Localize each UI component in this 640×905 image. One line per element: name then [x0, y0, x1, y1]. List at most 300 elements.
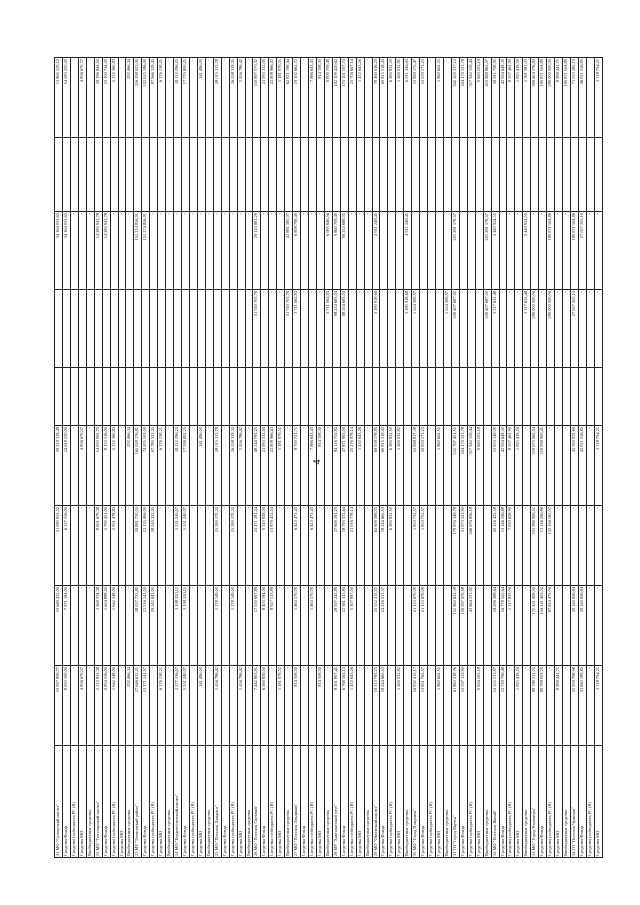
cell-col-2021: 5 700 451,00 — [102, 506, 110, 586]
cell-col-stage-c: - — [229, 212, 237, 290]
cell-col-blank-a — [261, 368, 269, 426]
cell-col-stage-b: 3 317 632,48 — [523, 290, 531, 368]
cell-col-stage-total: 74 205 103,00 — [142, 426, 150, 506]
cell-col-blank-a — [404, 368, 412, 426]
cell-col-stage-c: - — [78, 212, 86, 290]
table-row — [594, 58, 602, 858]
cell-col-blank-a — [364, 368, 372, 426]
cell-col-stage-total: 219 098 900,41 — [539, 426, 547, 506]
cell-col-stage-total: 67 780 323,45 — [150, 426, 158, 506]
cell-col-stage-total: - — [205, 426, 213, 506]
cell-col-stage-b: - — [515, 290, 523, 368]
cell-col-stage-b: 31 740 703,78 — [253, 290, 261, 368]
cell-col-blank-b — [443, 138, 451, 212]
cell-col-stage-total: 1 269 032,82 — [396, 426, 404, 506]
cell-col-stage-b: 3 711 062,93 — [293, 290, 301, 368]
cell-col-stage-b — [166, 290, 174, 368]
cell-col-stage-b: - — [261, 290, 269, 368]
cell-col-blank-a — [348, 368, 356, 426]
cell-col-stage-total: 84 116 755,82 — [332, 426, 340, 506]
cell-row-label: Средства МО — [277, 746, 285, 858]
cell-col-grand-total: - — [245, 58, 253, 138]
cell-col-blank-a — [436, 368, 444, 426]
cell-col-blank-a — [443, 368, 451, 426]
cell-col-stage-c: - — [126, 212, 134, 290]
cell-col-2021: - — [324, 506, 332, 586]
cell-col-blank-b — [102, 138, 110, 212]
cell-row-label: 26 МО "Поселок Светлый" — [253, 746, 261, 858]
cell-row-label: Внебюджетные средства — [126, 746, 134, 858]
cell-col-stage-b: 3 711 062,93 — [324, 290, 332, 368]
cell-col-2020: 21 133 670,09 — [412, 586, 420, 666]
cell-col-2019: - — [523, 666, 531, 746]
cell-col-2020: - — [523, 586, 531, 666]
table-row — [261, 58, 269, 858]
cell-col-blank-b — [570, 138, 578, 212]
cell-col-grand-total: - — [70, 58, 78, 138]
cell-col-grand-total: 316 298 023,00 — [134, 58, 142, 138]
table-row — [380, 58, 388, 858]
cell-col-stage-c: - — [475, 212, 483, 290]
cell-col-blank-b — [467, 138, 475, 212]
cell-row-label: 22 МО "Тюгесирский наслег" — [94, 746, 102, 858]
table-row — [86, 58, 94, 858]
cell-col-blank-b — [324, 138, 332, 212]
cell-col-blank-b — [182, 138, 190, 212]
cell-col-2019: 1 642 548,00 — [110, 666, 118, 746]
cell-col-stage-c: - — [269, 212, 277, 290]
cell-col-2020: - — [126, 586, 134, 666]
cell-col-blank-a — [467, 368, 475, 426]
cell-col-blank-b — [539, 138, 547, 212]
cell-col-blank-a — [229, 368, 237, 426]
table-row — [55, 58, 63, 858]
cell-col-stage-b — [70, 290, 78, 368]
cell-col-2021: 6 423 471,43 — [293, 506, 301, 586]
cell-col-stage-b: 280 000 000,00 — [547, 290, 555, 368]
cell-col-stage-total: 24 618 230,00 — [62, 426, 70, 506]
cell-col-blank-a — [237, 368, 245, 426]
cell-col-2021: - — [396, 506, 404, 586]
cell-col-2019: 8 201 807,41 — [332, 666, 340, 746]
cell-row-label: Средства Фонда — [102, 746, 110, 858]
cell-col-2020: 3 108 320,11 — [174, 586, 182, 666]
cell-col-stage-total: 165 028 176,81 — [134, 426, 142, 506]
cell-col-stage-c: - — [110, 212, 118, 290]
cell-col-2021: 253 986 906,51 — [531, 506, 539, 586]
cell-col-2021: - — [316, 506, 324, 586]
cell-col-grand-total: 71 523 285,19 — [570, 58, 578, 138]
cell-col-blank-a — [539, 368, 547, 426]
cell-col-stage-b — [197, 290, 205, 368]
cell-col-grand-total: - — [301, 58, 309, 138]
cell-col-stage-c: - — [182, 212, 190, 290]
cell-col-grand-total: 60 815 518,43 — [380, 58, 388, 138]
cell-col-stage-total: - — [324, 426, 332, 506]
cell-col-2019: 3 118 794,21 — [594, 666, 602, 746]
table-row — [150, 58, 158, 858]
cell-col-stage-c: - — [531, 212, 539, 290]
cell-col-stage-total: - — [166, 426, 174, 506]
cell-col-blank-b — [555, 138, 563, 212]
cell-col-stage-c: 4 911 248,45 — [372, 212, 380, 290]
table-row — [205, 58, 213, 858]
cell-col-stage-c: - — [356, 212, 364, 290]
cell-col-blank-b — [563, 138, 571, 212]
cell-col-stage-b: - — [555, 290, 563, 368]
cell-col-2019: - — [285, 666, 293, 746]
cell-col-stage-total: 292 466,34 — [126, 426, 134, 506]
cell-col-blank-a — [293, 368, 301, 426]
cell-col-2019: 14 555 213,87 — [491, 666, 499, 746]
cell-col-2019: 61 863 218,76 — [451, 666, 459, 746]
cell-col-stage-total: 5 235 560,83 — [110, 426, 118, 506]
cell-col-blank-a — [126, 368, 134, 426]
cell-col-blank-a — [118, 368, 126, 426]
cell-col-stage-total: - — [86, 426, 94, 506]
cell-col-blank-a — [197, 368, 205, 426]
cell-col-2019: 18 244 665,53 — [380, 666, 388, 746]
cell-col-2020: 10 649 432,00 — [55, 586, 63, 666]
cell-col-2020: 1 278 149,00 — [229, 586, 237, 666]
cell-col-2019: 12 729 796,48 — [499, 666, 507, 746]
table-row — [340, 58, 348, 858]
cell-col-2020: 28 597 242,89 — [332, 586, 340, 666]
cell-col-stage-b: 3 180 918,68 — [372, 290, 380, 368]
cell-col-grand-total: 1 433 643,26 — [356, 58, 364, 138]
cell-col-grand-total: 7 886 643,43 — [309, 58, 317, 138]
cell-row-label: Средства Фонда — [261, 746, 269, 858]
cell-col-blank-a — [110, 368, 118, 426]
cell-col-stage-b: - — [586, 290, 594, 368]
table-row — [467, 58, 475, 858]
cell-col-grand-total: 29 196 844,50 — [94, 58, 102, 138]
cell-col-2021: 20 226 425,58 — [491, 506, 499, 586]
cell-col-2021: 27 609 291,20 — [332, 506, 340, 586]
cell-row-label: Внебюджетные средства — [285, 746, 293, 858]
cell-col-stage-total: 341 496,00 — [197, 426, 205, 506]
cell-row-label: 30 МО "Город Покровск" — [412, 746, 420, 858]
table-row — [539, 58, 547, 858]
cell-col-blank-b — [412, 138, 420, 212]
cell-col-stage-b: 27 027 305,10 — [570, 290, 578, 368]
cell-row-label: Средства госбюджета РС (Я) — [388, 746, 396, 858]
cell-col-blank-a — [205, 368, 213, 426]
cell-col-stage-total: 1 433 643,26 — [356, 426, 364, 506]
cell-col-2020: - — [197, 586, 205, 666]
cell-col-blank-a — [578, 368, 586, 426]
cell-col-2021: - — [523, 506, 531, 586]
cell-col-2019: - — [269, 666, 277, 746]
cell-row-label: Средства Фонда — [578, 746, 586, 858]
cell-col-stage-c: - — [301, 212, 309, 290]
cell-row-label: 23 МР "Томпонский район" — [134, 746, 142, 858]
cell-col-stage-total: 17 399 802,25 — [182, 426, 190, 506]
cell-col-grand-total: 175 101 107,74 — [340, 58, 348, 138]
cell-col-stage-c: 2 443 924,55 — [491, 212, 499, 290]
cell-col-blank-a — [189, 368, 197, 426]
cell-col-blank-a — [372, 368, 380, 426]
cell-col-stage-total: 531 707 451,55 — [451, 426, 459, 506]
table-row — [356, 58, 364, 858]
cell-col-blank-b — [364, 138, 372, 212]
cell-col-2019: 814 108,30 — [316, 666, 324, 746]
cell-col-stage-total: 8 537 461,90 — [507, 426, 515, 506]
cell-row-label: Внебюджетные средства — [523, 746, 531, 858]
cell-col-stage-total: - — [586, 426, 594, 506]
cell-col-blank-b — [70, 138, 78, 212]
cell-col-2019: 41 840 189,85 — [578, 666, 586, 746]
cell-col-stage-b: - — [356, 290, 364, 368]
cell-col-stage-c: - — [467, 212, 475, 290]
cell-col-stage-b: - — [348, 290, 356, 368]
cell-col-blank-a — [70, 368, 78, 426]
cell-col-2021: 13 146 296,88 — [539, 506, 547, 586]
cell-col-grand-total: 13 865 129,12 — [55, 58, 63, 138]
cell-col-blank-b — [62, 138, 70, 212]
cell-col-grand-total: 192 109 420,62 — [332, 58, 340, 138]
cell-col-stage-b: - — [396, 290, 404, 368]
cell-col-2020: - — [515, 586, 523, 666]
cell-col-grand-total: 499 604 176,84 — [531, 58, 539, 138]
cell-row-label: Средства госбюджета РС (Я) — [189, 746, 197, 858]
cell-col-2019: 2 512 833,38 — [94, 666, 102, 746]
cell-col-stage-c: - — [213, 212, 221, 290]
cell-col-2021: 38 240 322,45 — [150, 506, 158, 586]
cell-col-grand-total: 9 800 709,49 — [324, 58, 332, 138]
cell-col-blank-a — [491, 368, 499, 426]
cell-col-2019: - — [483, 666, 491, 746]
cell-col-2020: - — [404, 586, 412, 666]
table-row — [237, 58, 245, 858]
cell-col-stage-total: 4 856 670,37 — [78, 426, 86, 506]
cell-col-grand-total: 1 860 662,55 — [436, 58, 444, 138]
cell-col-grand-total: - — [428, 58, 436, 138]
cell-col-blank-a — [158, 368, 166, 426]
cell-col-blank-b — [269, 138, 277, 212]
cell-col-grand-total: 54 583 250,00 — [62, 58, 70, 138]
cell-col-blank-a — [451, 368, 459, 426]
cell-col-stage-c: 4 911 248,45 — [404, 212, 412, 290]
cell-col-2020: 24 226 513,37 — [380, 586, 388, 666]
cell-col-grand-total: 21 093 312,00 — [261, 58, 269, 138]
cell-col-stage-total: - — [118, 426, 126, 506]
cell-col-blank-a — [324, 368, 332, 426]
cell-col-stage-b — [229, 290, 237, 368]
cell-col-2019: - — [166, 666, 174, 746]
cell-col-blank-a — [356, 368, 364, 426]
cell-col-2021: 1 853 752,57 — [420, 506, 428, 586]
cell-col-2019: 6 260 839,00 — [261, 666, 269, 746]
cell-col-grand-total: 4 856 670,37 — [78, 58, 86, 138]
cell-row-label: 31 ГО "Город Якутск" — [451, 746, 459, 858]
cell-col-blank-b — [237, 138, 245, 212]
cell-col-2019: - — [86, 666, 94, 746]
cell-row-label: Средства МО — [197, 746, 205, 858]
cell-col-2020: - — [324, 586, 332, 666]
cell-col-stage-c: - — [507, 212, 515, 290]
cell-col-2019: - — [388, 666, 396, 746]
cell-col-2020: 21 133 670,09 — [420, 586, 428, 666]
cell-col-stage-c: - — [348, 212, 356, 290]
cell-col-blank-b — [531, 138, 539, 212]
cell-col-stage-c: - — [428, 212, 436, 290]
cell-col-grand-total: 410 888 865,57 — [483, 58, 491, 138]
cell-row-label: 21 МО "Сугоярский наслег" — [55, 746, 63, 858]
cell-row-label: 24 МО "Бердигестяхский наслег" — [174, 746, 182, 858]
table-row — [110, 58, 118, 858]
cell-col-stage-total: 21 093 312,00 — [261, 426, 269, 506]
cell-col-2019: 4 856 670,37 — [78, 666, 86, 746]
cell-col-stage-c: - — [515, 212, 523, 290]
cell-col-2019: 292 466,34 — [126, 666, 134, 746]
cell-col-blank-a — [142, 368, 150, 426]
cell-row-label: Средства Фонда — [380, 746, 388, 858]
financing-table — [54, 57, 603, 858]
cell-col-stage-c: - — [197, 212, 205, 290]
cell-col-grand-total: - — [166, 58, 174, 138]
cell-col-2020: 1 463 170,09 — [309, 586, 317, 666]
cell-col-stage-b: - — [380, 290, 388, 368]
table-row — [126, 58, 134, 858]
cell-col-2019: 16 932 415,17 — [412, 666, 420, 746]
cell-col-stage-b: - — [309, 290, 317, 368]
table-row — [229, 58, 237, 858]
cell-col-stage-total: - — [285, 426, 293, 506]
cell-col-blank-a — [150, 368, 158, 426]
cell-row-label: Внебюджетные средства — [364, 746, 372, 858]
cell-col-stage-c: - — [174, 212, 182, 290]
table-row — [459, 58, 467, 858]
cell-col-stage-b — [189, 290, 197, 368]
cell-col-stage-b: - — [475, 290, 483, 368]
table-row — [221, 58, 229, 858]
cell-col-2021: - — [578, 506, 586, 586]
cell-col-stage-b — [110, 290, 118, 368]
cell-col-stage-c: 29 110 881,29 — [253, 212, 261, 290]
cell-col-blank-a — [515, 368, 523, 426]
cell-col-stage-c: - — [261, 212, 269, 290]
cell-col-stage-total: 18 112 296,25 — [174, 426, 182, 506]
cell-col-stage-c: - — [150, 212, 158, 290]
table-row — [316, 58, 324, 858]
cell-col-blank-b — [142, 138, 150, 212]
cell-col-stage-c: - — [189, 212, 197, 290]
cell-col-2020: - — [555, 586, 563, 666]
cell-col-stage-b — [55, 290, 63, 368]
cell-col-2020: - — [277, 586, 285, 666]
cell-col-2020: - — [586, 586, 594, 666]
cell-col-2020: 175 451 409,30 — [531, 586, 539, 666]
cell-col-stage-b — [245, 290, 253, 368]
cell-col-blank-b — [594, 138, 602, 212]
cell-col-stage-c: - — [555, 212, 563, 290]
cell-col-stage-total: 60 815 518,43 — [380, 426, 388, 506]
cell-col-2020: - — [364, 586, 372, 666]
cell-col-stage-total: 45 395 972,69 — [570, 426, 578, 506]
table-row — [301, 58, 309, 858]
cell-col-2021: - — [594, 506, 602, 586]
cell-col-blank-a — [285, 368, 293, 426]
cell-col-stage-c: 6 085 646,56 — [324, 212, 332, 290]
cell-col-2019: 8 033 100,00 — [62, 666, 70, 746]
cell-col-grand-total: - — [364, 58, 372, 138]
cell-col-2020: - — [396, 586, 404, 666]
table-row — [531, 58, 539, 858]
cell-col-2019: - — [301, 666, 309, 746]
cell-col-2020: - — [189, 586, 197, 666]
cell-col-stage-total: 26 558 319,35 — [229, 426, 237, 506]
cell-col-stage-b: - — [436, 290, 444, 368]
cell-col-grand-total: 17 770 800,25 — [182, 58, 190, 138]
cell-col-stage-c: - — [436, 212, 444, 290]
cell-col-2021: - — [356, 506, 364, 586]
cell-col-2019: - — [118, 666, 126, 746]
cell-col-2019: - — [221, 666, 229, 746]
cell-row-label: Средства госбюджета РС (Я) — [70, 746, 78, 858]
cell-col-2019: 341 496,00 — [197, 666, 205, 746]
cell-col-2021: 179 876 349,78 — [451, 506, 459, 586]
cell-col-stage-total: - — [428, 426, 436, 506]
cell-col-2021: - — [245, 506, 253, 586]
cell-col-stage-c: - — [86, 212, 94, 290]
cell-col-stage-total: 9 620 203,18 — [475, 426, 483, 506]
cell-col-stage-total: 7 886 643,43 — [309, 426, 317, 506]
cell-col-2020: - — [483, 586, 491, 666]
cell-col-stage-b: 280 000 000,00 — [531, 290, 539, 368]
table-row — [62, 58, 70, 858]
cell-col-2020: 1 463 170,09 — [293, 586, 301, 666]
cell-col-2020: - — [443, 586, 451, 666]
cell-col-2019: 0 834 126,00 — [102, 666, 110, 746]
cell-col-2021: 13 146 296,88 — [499, 506, 507, 586]
cell-row-label: Средства Фонда — [420, 746, 428, 858]
cell-col-stage-total: - — [523, 426, 531, 506]
cell-col-2020: - — [301, 586, 309, 666]
cell-col-2021: - — [515, 506, 523, 586]
cell-col-stage-total: 6 376 138,21 — [158, 426, 166, 506]
cell-col-2021: - — [189, 506, 197, 586]
cell-col-2021: 7 020 628,90 — [507, 506, 515, 586]
cell-col-blank-b — [134, 138, 142, 212]
cell-col-blank-b — [78, 138, 86, 212]
page-number: 4 — [312, 459, 323, 465]
cell-row-label: Средства МО — [436, 746, 444, 858]
cell-col-2021: - — [221, 506, 229, 586]
cell-col-2021: 51 073 223,90 — [459, 506, 467, 586]
cell-col-blank-b — [189, 138, 197, 212]
table-row — [213, 58, 221, 858]
cell-col-2021: 5 531 240,07 — [182, 506, 190, 586]
cell-col-grand-total: 8 537 461,90 — [507, 58, 515, 138]
cell-col-stage-total: 1 181 979,51 — [277, 426, 285, 506]
cell-row-label: 33 МО "Город Нерюнгри" — [531, 746, 539, 858]
cell-col-2020: 109 297 370,98 — [459, 586, 467, 666]
cell-col-stage-total: 50 839 173,23 — [420, 426, 428, 506]
cell-col-2020: 16 778 555,64 — [499, 586, 507, 666]
cell-col-stage-total: 69 058 578,85 — [372, 426, 380, 506]
cell-col-2020: 25 552 315,35 — [372, 586, 380, 666]
cell-col-stage-b: 209 607 687,00 — [483, 290, 491, 368]
cell-col-grand-total: 42 954 649,30 — [499, 58, 507, 138]
cell-col-stage-b — [62, 290, 70, 368]
cell-col-2021: - — [443, 506, 451, 586]
cell-col-blank-a — [531, 368, 539, 426]
cell-col-stage-c: 42 881 385,07 — [285, 212, 293, 290]
cell-col-stage-c: - — [586, 212, 594, 290]
cell-row-label: Средства МО — [118, 746, 126, 858]
cell-col-blank-b — [340, 138, 348, 212]
